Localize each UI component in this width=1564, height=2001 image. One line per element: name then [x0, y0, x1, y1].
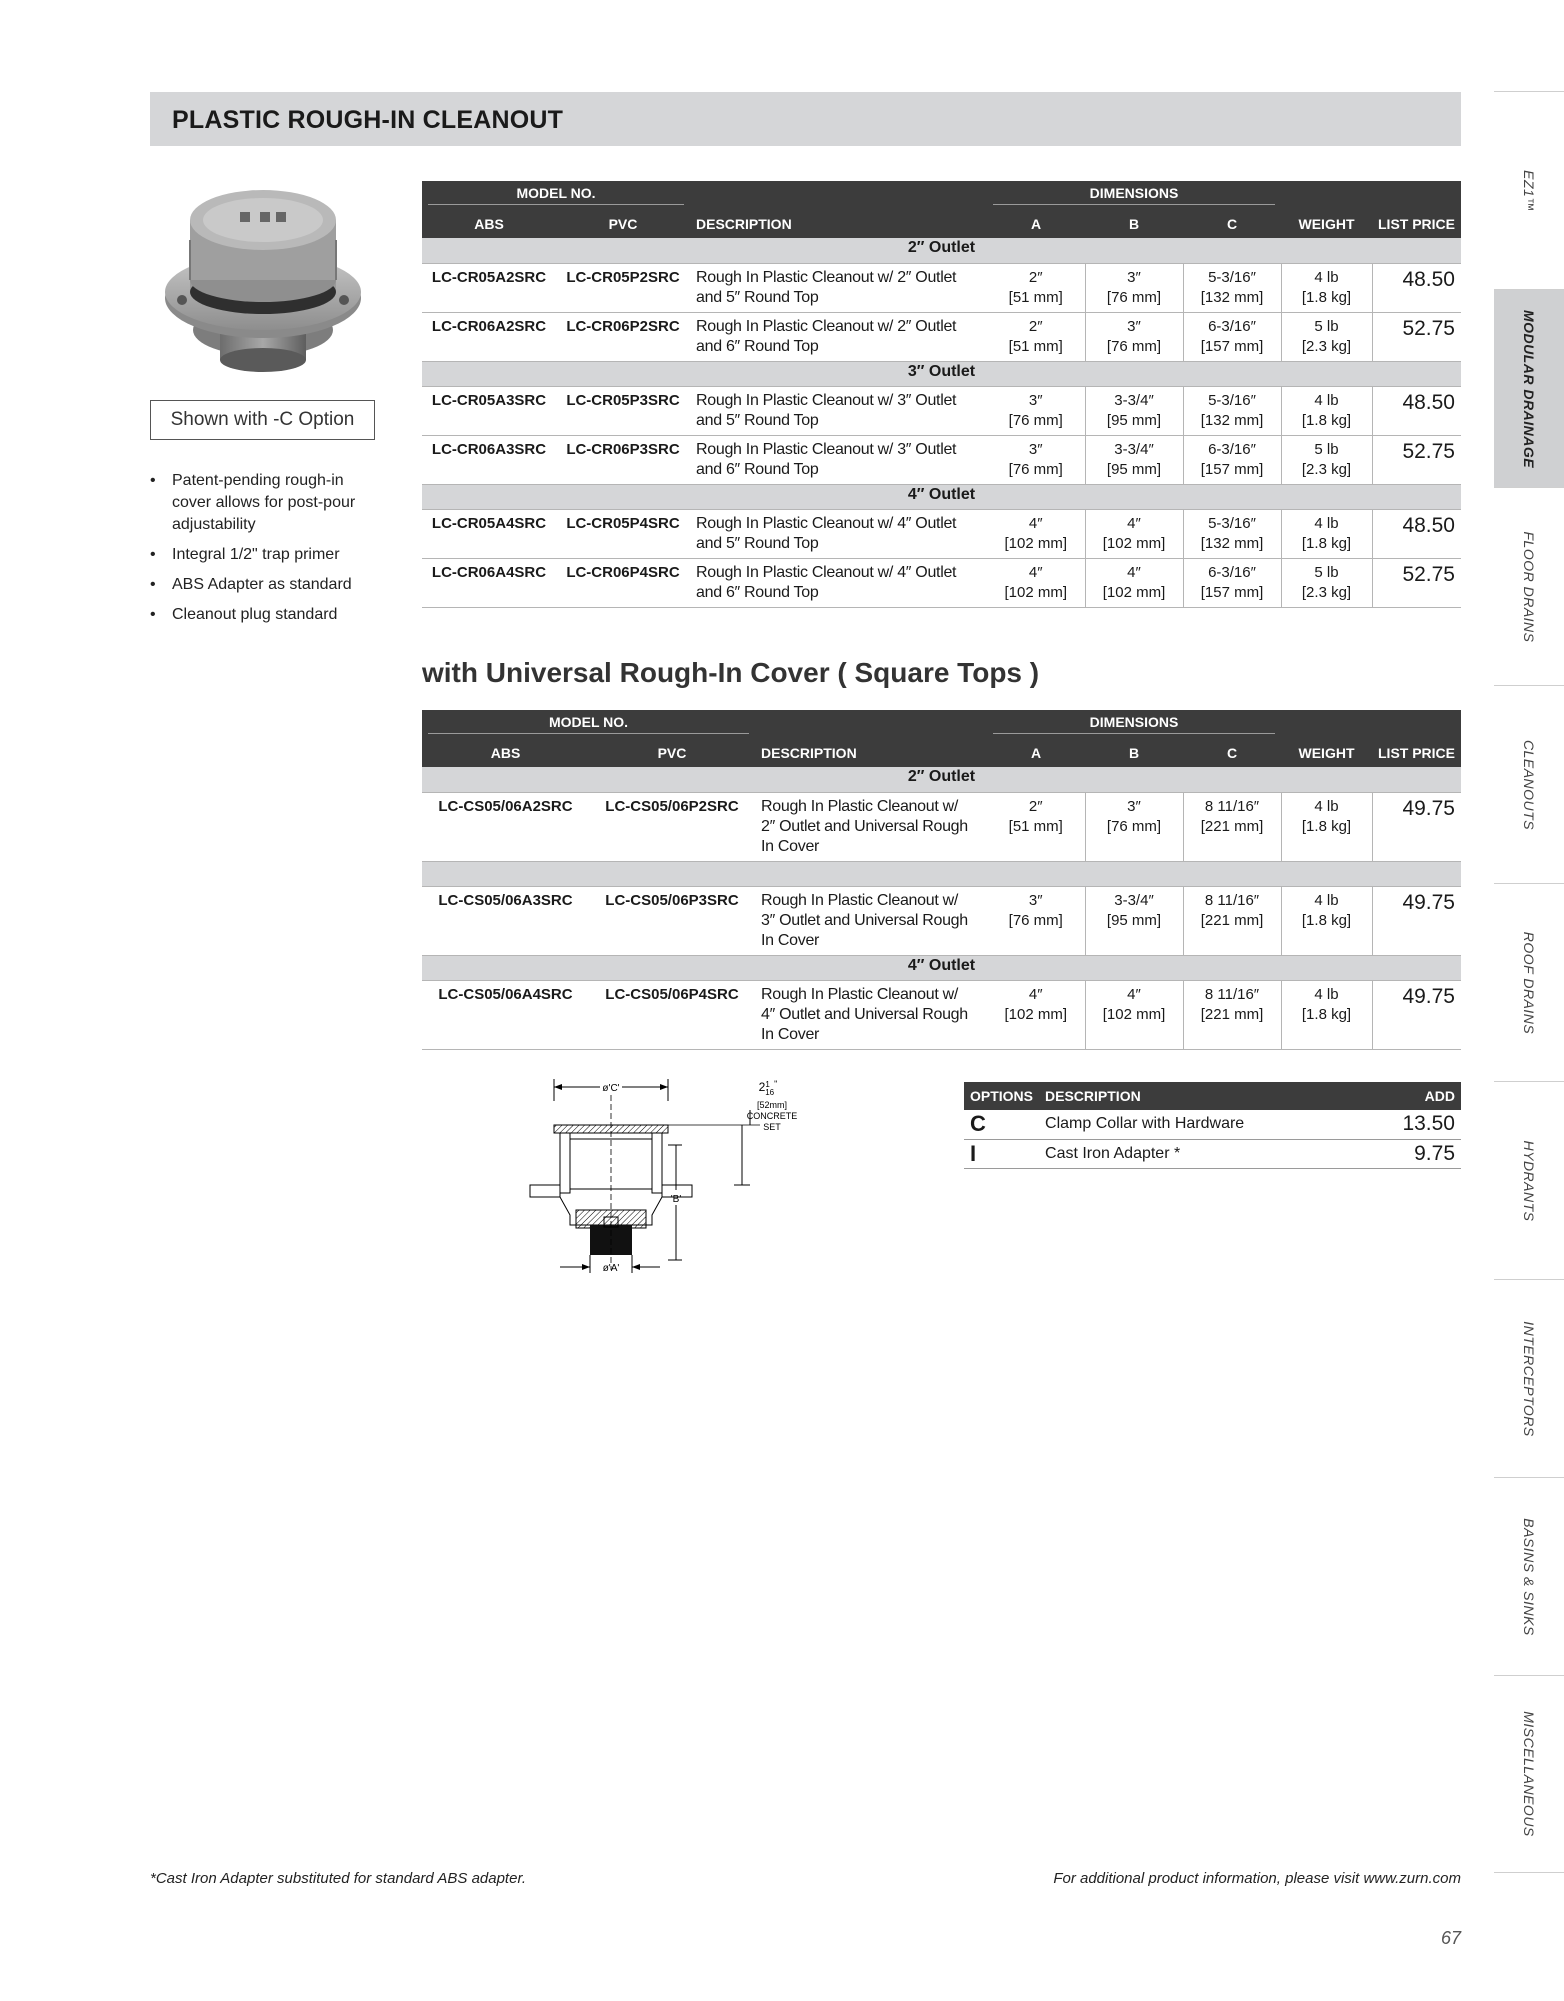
dim-b-cell: 3-3/4″ [95 mm]: [1085, 886, 1183, 955]
desc-line: Rough In Plastic Cleanout w/ 3″ Outlet: [696, 391, 957, 409]
weight-cell: 4 lb [1.8 kg]: [1281, 386, 1372, 435]
section-label: 2″ Outlet: [422, 767, 1461, 792]
dim-b-label: 'B': [670, 1194, 682, 1205]
desc-line: Rough In Plastic Cleanout w/ 4″ Outlet: [696, 514, 957, 532]
concrete-set-mm: [52mm]: [756, 1100, 788, 1110]
option-row: [964, 1139, 1461, 1168]
description-header: DESCRIPTION: [690, 181, 987, 238]
dim-a-cell: 2″ [51 mm]: [987, 263, 1085, 312]
dim-b-cell: 4″ [102 mm]: [1085, 558, 1183, 607]
abs-model: LC-CS05/06A2SRC: [422, 792, 589, 861]
pvc-model: LC-CR06P2SRC: [556, 312, 690, 361]
section-label: 4″ Outlet: [422, 484, 1461, 509]
option-description: Clamp Collar with Hardware: [1039, 1110, 1362, 1139]
dim-b-cell: 4″ [102 mm]: [1085, 509, 1183, 558]
tab-miscellaneous[interactable]: MISCELLANEOUS: [1494, 1675, 1564, 1873]
table-row: [422, 312, 1461, 361]
abs-model: LC-CR06A4SRC: [422, 558, 556, 607]
abs-model: LC-CR06A2SRC: [422, 312, 556, 361]
dim-a-cell: 2″ [51 mm]: [987, 792, 1085, 861]
weight-header: WEIGHT: [1281, 181, 1372, 238]
section-label: 3″ Outlet: [422, 361, 1461, 386]
dim-a-cell: 3″ [76 mm]: [987, 386, 1085, 435]
weight-header: WEIGHT: [1281, 710, 1372, 767]
dimension-diagram: [510, 1075, 840, 1275]
pvc-model: LC-CS05/06P4SRC: [589, 980, 755, 1049]
price-cell: 49.75: [1372, 792, 1461, 861]
desc-line: and 6″ Round Top: [696, 460, 819, 478]
list-price-header: LIST PRICE: [1372, 181, 1461, 238]
tab-basins-sinks[interactable]: BASINS & SINKS: [1494, 1477, 1564, 1675]
weight-cell: 5 lb [2.3 kg]: [1281, 312, 1372, 361]
model-no-header: MODEL NO.: [422, 710, 755, 738]
abs-header: ABS: [422, 738, 589, 767]
tab-cleanouts[interactable]: CLEANOUTS: [1494, 685, 1564, 883]
description-cell: Rough In Plastic Cleanout w/ 4″ Outlet and Universal Rough In Cover: [755, 980, 987, 1049]
price-cell: 49.75: [1372, 980, 1461, 1049]
dim-b-cell: 3″ [76 mm]: [1085, 792, 1183, 861]
option-price: 9.75: [1362, 1139, 1461, 1168]
round-top-table: [422, 181, 1461, 608]
feature-item: • ABS Adapter as standard: [150, 574, 380, 596]
table-row: [422, 386, 1461, 435]
dim-c-label: ø'C': [602, 1083, 620, 1094]
description-cell: [690, 509, 987, 558]
desc-line: Rough In Plastic Cleanout w/ 4″ Outlet: [696, 563, 957, 581]
dim-a-cell: 2″ [51 mm]: [987, 312, 1085, 361]
dim-b-header: B: [1085, 209, 1183, 238]
table-row: [422, 263, 1461, 312]
tab-floor-drains[interactable]: FLOOR DRAINS: [1494, 487, 1564, 685]
desc-line: Rough In Plastic Cleanout w/ 3″ Outlet: [696, 440, 957, 458]
list-price-header: LIST PRICE: [1372, 710, 1461, 767]
dim-c-cell: 5-3/16″ [132 mm]: [1183, 263, 1281, 312]
pvc-model: LC-CR05P2SRC: [556, 263, 690, 312]
dim-a-label: ø'A': [602, 1263, 620, 1274]
abs-model: LC-CR05A4SRC: [422, 509, 556, 558]
tab-interceptors[interactable]: INTERCEPTORS: [1494, 1279, 1564, 1477]
desc-line: and 5″ Round Top: [696, 534, 819, 552]
dim-a-cell: 4″ [102 mm]: [987, 509, 1085, 558]
feature-list: [150, 470, 380, 634]
dim-c-header: C: [1183, 209, 1281, 238]
weight-cell: 4 lb [1.8 kg]: [1281, 263, 1372, 312]
abs-header: ABS: [422, 209, 556, 238]
tab-modular-drainage[interactable]: MODULAR DRAINAGE: [1494, 289, 1564, 487]
dim-a-header: A: [987, 209, 1085, 238]
description-cell: [690, 263, 987, 312]
side-tabs: [1494, 91, 1564, 1873]
dim-a-header: A: [987, 738, 1085, 767]
desc-line: Rough In Plastic Cleanout w/ 2″ Outlet: [696, 268, 957, 286]
concrete-set-label: SET: [763, 1122, 781, 1132]
pvc-model: LC-CR06P3SRC: [556, 435, 690, 484]
shown-with-option-label: Shown with -C Option: [150, 400, 375, 440]
dim-c-cell: 8 11/16″ [221 mm]: [1183, 792, 1281, 861]
section-row: [422, 861, 1461, 886]
desc-line: and 6″ Round Top: [696, 337, 819, 355]
pvc-model: LC-CR05P3SRC: [556, 386, 690, 435]
option-code: I: [964, 1139, 1039, 1168]
price-cell: 48.50: [1372, 509, 1461, 558]
dim-a-cell: 3″ [76 mm]: [987, 886, 1085, 955]
option-code: C: [964, 1110, 1039, 1139]
desc-line: and 6″ Round Top: [696, 583, 819, 601]
section-row: [422, 238, 1461, 263]
section-row: [422, 361, 1461, 386]
table-row: [422, 558, 1461, 607]
description-cell: [690, 312, 987, 361]
section-subheading: with Universal Rough-In Cover ( Square Tops ): [422, 657, 1040, 688]
tab-roof-drains[interactable]: ROOF DRAINS: [1494, 883, 1564, 1081]
options-table: [964, 1082, 1461, 1169]
dim-b-header: B: [1085, 738, 1183, 767]
pvc-header: PVC: [556, 209, 690, 238]
dim-b-cell: 3-3/4″ [95 mm]: [1085, 386, 1183, 435]
section-row: [422, 484, 1461, 509]
page-title: PLASTIC ROUGH-IN CLEANOUT: [172, 106, 564, 134]
footer-website-note: For additional product information, please visit www.zurn.com: [1053, 1870, 1461, 1887]
dim-c-cell: 8 11/16″ [221 mm]: [1183, 980, 1281, 1049]
dim-b-cell: 4″ [102 mm]: [1085, 980, 1183, 1049]
price-cell: 48.50: [1372, 386, 1461, 435]
table-row: [422, 435, 1461, 484]
pvc-model: LC-CS05/06P3SRC: [589, 886, 755, 955]
abs-model: LC-CR05A3SRC: [422, 386, 556, 435]
abs-model: LC-CR05A2SRC: [422, 263, 556, 312]
description-cell: [690, 435, 987, 484]
table-row: [422, 886, 1461, 955]
pvc-model: LC-CR06P4SRC: [556, 558, 690, 607]
dim-c-cell: 6-3/16″ [157 mm]: [1183, 435, 1281, 484]
square-top-table: [422, 710, 1461, 1050]
pvc-model: LC-CS05/06P2SRC: [589, 792, 755, 861]
option-add-header: ADD: [1362, 1082, 1461, 1110]
dim-b-cell: 3″ [76 mm]: [1085, 263, 1183, 312]
section-label: 4″ Outlet: [422, 955, 1461, 980]
feature-item: • Cleanout plug standard: [150, 604, 380, 626]
feature-item: • Patent-pending rough-in cover allows for post-pour adjustability: [150, 470, 380, 536]
weight-cell: 4 lb [1.8 kg]: [1281, 886, 1372, 955]
title-bar: [150, 92, 1461, 146]
weight-cell: 5 lb [2.3 kg]: [1281, 435, 1372, 484]
footnote: *Cast Iron Adapter substituted for standard ABS adapter.: [150, 1870, 527, 1887]
desc-line: and 5″ Round Top: [696, 288, 819, 306]
price-cell: 48.50: [1372, 263, 1461, 312]
dim-c-cell: 6-3/16″ [157 mm]: [1183, 312, 1281, 361]
description-cell: [690, 558, 987, 607]
section-label: 2″ Outlet: [422, 238, 1461, 263]
dim-c-header: C: [1183, 738, 1281, 767]
description-cell: Rough In Plastic Cleanout w/ 2″ Outlet and Universal Rough In Cover: [755, 792, 987, 861]
pvc-model: LC-CR05P4SRC: [556, 509, 690, 558]
option-description-header: DESCRIPTION: [1039, 1082, 1362, 1110]
dim-b-cell: 3-3/4″ [95 mm]: [1085, 435, 1183, 484]
dimensions-header: DIMENSIONS: [987, 710, 1281, 738]
description-cell: Rough In Plastic Cleanout w/ 3″ Outlet and Universal Rough In Cover: [755, 886, 987, 955]
option-row: [964, 1110, 1461, 1139]
weight-cell: 5 lb [2.3 kg]: [1281, 558, 1372, 607]
table-row: [422, 509, 1461, 558]
model-no-header: MODEL NO.: [422, 181, 690, 209]
pvc-header: PVC: [589, 738, 755, 767]
abs-model: LC-CS05/06A3SRC: [422, 886, 589, 955]
abs-model: LC-CS05/06A4SRC: [422, 980, 589, 1049]
table-row: [422, 792, 1461, 861]
page-number: 67: [1440, 1928, 1461, 1948]
dimensions-header: DIMENSIONS: [987, 181, 1281, 209]
weight-cell: 4 lb [1.8 kg]: [1281, 980, 1372, 1049]
dim-b-cell: 3″ [76 mm]: [1085, 312, 1183, 361]
price-cell: 49.75: [1372, 886, 1461, 955]
weight-cell: 4 lb [1.8 kg]: [1281, 509, 1372, 558]
section-row: [422, 955, 1461, 980]
concrete-set-dim: $2^1$ 16": [758, 1079, 778, 1097]
section-label: [422, 861, 1461, 886]
section-row: [422, 767, 1461, 792]
tab-hydrants[interactable]: HYDRANTS: [1494, 1081, 1564, 1279]
dim-a-cell: 3″ [76 mm]: [987, 435, 1085, 484]
feature-item: • Integral 1/2" trap primer: [150, 544, 380, 566]
tab-ez1[interactable]: EZ1™: [1494, 91, 1564, 289]
price-cell: 52.75: [1372, 435, 1461, 484]
option-price: 13.50: [1362, 1110, 1461, 1139]
price-cell: 52.75: [1372, 558, 1461, 607]
concrete-set-label: CONCRETE: [746, 1111, 798, 1121]
description-cell: [690, 386, 987, 435]
options-header: OPTIONS: [964, 1082, 1039, 1110]
dim-a-cell: 4″ [102 mm]: [987, 558, 1085, 607]
desc-line: Rough In Plastic Cleanout w/ 2″ Outlet: [696, 317, 957, 335]
table-row: [422, 980, 1461, 1049]
desc-line: and 5″ Round Top: [696, 411, 819, 429]
weight-cell: 4 lb [1.8 kg]: [1281, 792, 1372, 861]
option-description: Cast Iron Adapter *: [1039, 1139, 1362, 1168]
dim-c-cell: 8 11/16″ [221 mm]: [1183, 886, 1281, 955]
price-cell: 52.75: [1372, 312, 1461, 361]
abs-model: LC-CR06A3SRC: [422, 435, 556, 484]
dim-c-cell: 5-3/16″ [132 mm]: [1183, 509, 1281, 558]
dim-a-cell: 4″ [102 mm]: [987, 980, 1085, 1049]
product-image: [160, 180, 366, 380]
dim-c-cell: 6-3/16″ [157 mm]: [1183, 558, 1281, 607]
dim-c-cell: 5-3/16″ [132 mm]: [1183, 386, 1281, 435]
description-header: DESCRIPTION: [755, 710, 987, 767]
